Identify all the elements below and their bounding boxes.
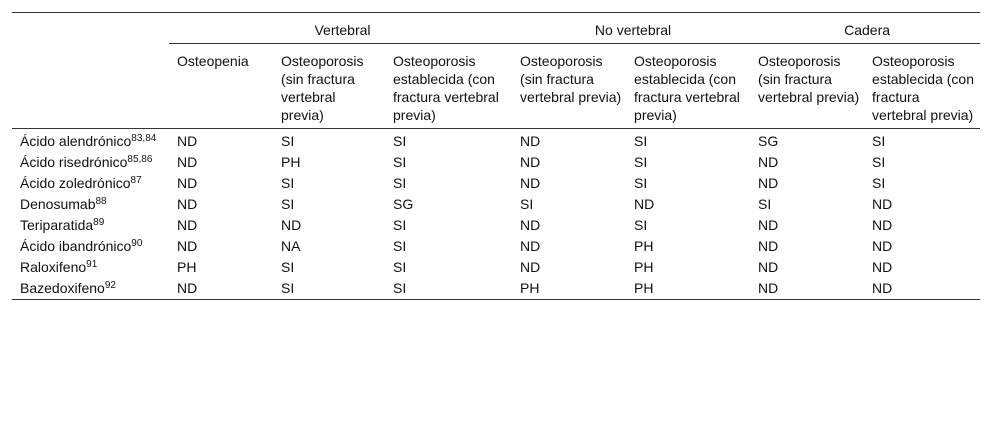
evidence-cell: PH (634, 259, 654, 275)
evidence-cell: SI (393, 133, 407, 149)
drug-name: Bazedoxifeno (20, 280, 105, 296)
evidence-cell: ND (758, 259, 779, 275)
evidence-cell: SI (872, 175, 886, 191)
drug-name-cell (12, 234, 169, 255)
reference-superscript: 91 (86, 259, 98, 270)
evidence-cell: ND (177, 175, 198, 191)
reference-superscript: 90 (131, 238, 143, 249)
evidence-cell: PH (634, 238, 654, 254)
evidence-cell: SI (393, 154, 407, 170)
evidence-cell: ND (177, 238, 198, 254)
table-row (12, 150, 980, 171)
drug-name: Raloxifeno (20, 259, 87, 275)
table-body (12, 129, 980, 300)
evidence-cell: ND (872, 280, 893, 296)
evidence-cell: ND (758, 217, 779, 233)
column-header: Osteoporosis (sin fractura vertebral previa) (281, 53, 364, 123)
evidence-cell: ND (520, 154, 541, 170)
table-row (12, 213, 980, 234)
evidence-cell: ND (520, 238, 541, 254)
reference-superscript: 83,84 (131, 133, 157, 144)
column-header: Osteopenia (177, 53, 249, 69)
evidence-cell: PH (634, 280, 654, 296)
evidence-cell: ND (520, 175, 541, 191)
group-header-vertebral: Vertebral (169, 13, 512, 44)
evidence-cell: ND (872, 259, 893, 275)
evidence-cell: SG (393, 196, 414, 212)
evidence-cell: ND (177, 133, 198, 149)
table-row (12, 276, 980, 300)
reference-superscript: 88 (95, 196, 107, 207)
evidence-cell: ND (520, 259, 541, 275)
column-header: Osteoporosis establecida (con fractura vertebral previa) (872, 53, 974, 123)
evidence-cell: SI (872, 154, 886, 170)
column-header: Osteoporosis establecida (con fractura vertebral previa) (393, 53, 499, 123)
column-header: Osteoporosis (sin fractura vertebral previa) (758, 53, 860, 105)
drug-name: Denosumab (20, 196, 96, 212)
column-header: Osteoporosis (sin fractura vertebral previa) (520, 53, 622, 105)
drug-name: Ácido ibandrónico (20, 238, 132, 254)
evidence-cell: SI (634, 175, 648, 191)
evidence-cell: ND (872, 217, 893, 233)
evidence-cell: SI (393, 217, 407, 233)
evidence-cell: ND (281, 217, 302, 233)
drug-name-cell (12, 171, 169, 192)
drug-name: Ácido zoledrónico (20, 175, 131, 191)
evidence-cell: SI (281, 175, 295, 191)
evidence-cell: SI (872, 133, 886, 149)
evidence-cell: ND (177, 217, 198, 233)
evidence-cell: ND (520, 217, 541, 233)
drug-name-cell (12, 150, 169, 171)
evidence-cell: PH (177, 259, 197, 275)
corner-cell-sub (12, 44, 169, 129)
reference-superscript: 89 (93, 217, 105, 228)
drug-name-cell (12, 192, 169, 213)
evidence-cell: SI (281, 133, 295, 149)
drug-name-cell (12, 129, 169, 151)
evidence-cell: SI (393, 175, 407, 191)
evidence-cell: SG (758, 133, 779, 149)
evidence-cell: SI (281, 196, 295, 212)
column-header: Osteoporosis establecida (con fractura vertebral previa) (634, 53, 740, 123)
evidence-cell: ND (520, 133, 541, 149)
drug-name-cell (12, 213, 169, 234)
drug-name: Ácido alendrónico (20, 133, 132, 149)
evidence-cell: ND (758, 175, 779, 191)
table-row (12, 171, 980, 192)
subheader-row (12, 44, 980, 129)
evidence-cell: NA (281, 238, 301, 254)
reference-superscript: 92 (104, 280, 116, 291)
reference-superscript: 85,86 (127, 154, 153, 165)
evidence-cell: ND (872, 238, 893, 254)
evidence-cell: ND (758, 280, 779, 296)
drug-name-cell (12, 255, 169, 276)
group-header-row (12, 13, 980, 44)
group-header-no-vertebral: No vertebral (512, 13, 750, 44)
evidence-cell: SI (393, 238, 407, 254)
evidence-cell: ND (177, 196, 198, 212)
evidence-cell: SI (281, 259, 295, 275)
table-row (12, 129, 980, 151)
evidence-cell: ND (872, 196, 893, 212)
evidence-cell: SI (520, 196, 534, 212)
corner-cell (12, 13, 169, 44)
evidence-cell: ND (177, 280, 198, 296)
evidence-cell: SI (758, 196, 772, 212)
group-header-cadera: Cadera (750, 13, 980, 44)
efficacy-table-container (12, 12, 980, 300)
evidence-cell: ND (177, 154, 198, 170)
drug-name: Teriparatida (20, 217, 94, 233)
evidence-cell: ND (758, 154, 779, 170)
evidence-cell: PH (281, 154, 301, 170)
drug-name: Ácido risedrónico (20, 154, 128, 170)
efficacy-table (12, 12, 980, 300)
evidence-cell: PH (520, 280, 540, 296)
table-row (12, 234, 980, 255)
drug-name-cell (12, 276, 169, 300)
evidence-cell: SI (281, 280, 295, 296)
evidence-cell: SI (393, 280, 407, 296)
table-row (12, 255, 980, 276)
table-row (12, 192, 980, 213)
evidence-cell: ND (758, 238, 779, 254)
evidence-cell: SI (393, 259, 407, 275)
evidence-cell: SI (634, 133, 648, 149)
reference-superscript: 87 (130, 175, 142, 186)
evidence-cell: SI (634, 217, 648, 233)
evidence-cell: ND (634, 196, 655, 212)
evidence-cell: SI (634, 154, 648, 170)
